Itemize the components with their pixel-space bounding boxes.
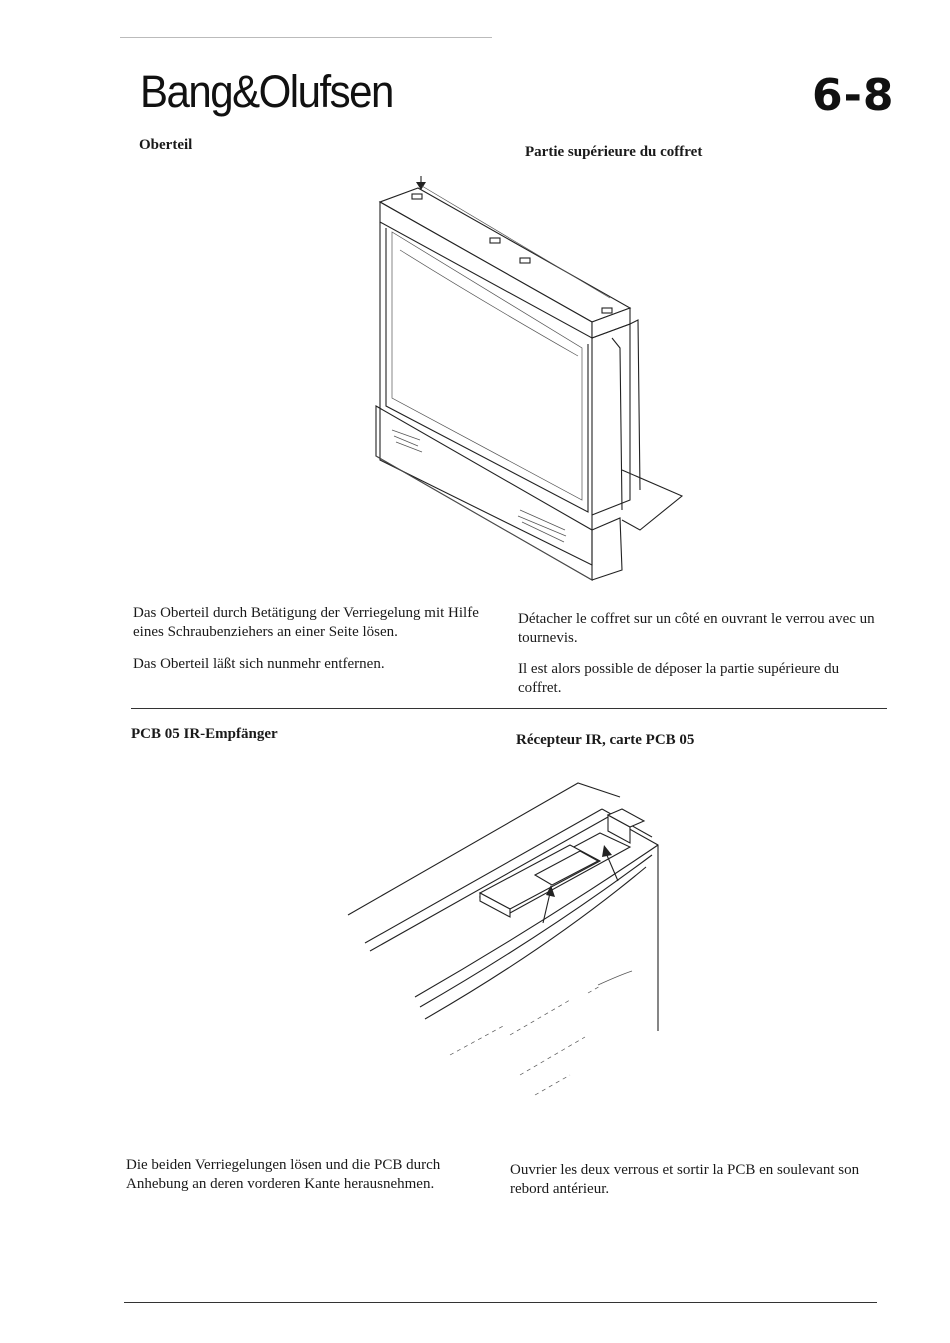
section2-text-fr: Ouvrier les deux verrous et sortir la PCB en soulevant son rebord antérieur. bbox=[510, 1162, 860, 1197]
section1-text-fr-1: Détacher le coffret sur un côté en ouvrant le verrou avec un tournevis. bbox=[518, 611, 875, 646]
bottom-rule bbox=[124, 1302, 877, 1303]
section-divider bbox=[131, 708, 887, 709]
section2-heading-fr: Récepteur IR, carte PCB 05 bbox=[516, 732, 695, 748]
section1-text-fr-2: Il est alors possible de déposer la partie supérieure du coffret. bbox=[518, 661, 840, 696]
ir-receiver-illustration bbox=[340, 775, 670, 1115]
top-scan-line bbox=[120, 37, 492, 38]
tv-cabinet-illustration bbox=[360, 170, 690, 590]
section2-text-de: Die beiden Verriegelungen lösen und die PCB durch Anhebung an deren vorderen Kante herausnehmen. bbox=[126, 1157, 441, 1192]
page-number: 6-8 bbox=[812, 70, 895, 121]
brand-logo: Bang&Olufsen bbox=[140, 66, 393, 117]
section1-heading-de: Oberteil bbox=[139, 137, 193, 153]
section1-text-de-1: Das Oberteil durch Betätigung der Verriegelung mit Hilfe eines Schraubenziehers an einer Seite lösen. bbox=[133, 605, 479, 640]
section1-text-de-2: Das Oberteil läßt sich nunmehr entfernen. bbox=[133, 656, 385, 672]
section2-heading-de: PCB 05 IR-Empfänger bbox=[131, 726, 278, 742]
section1-heading-fr: Partie supérieure du coffret bbox=[525, 144, 703, 160]
